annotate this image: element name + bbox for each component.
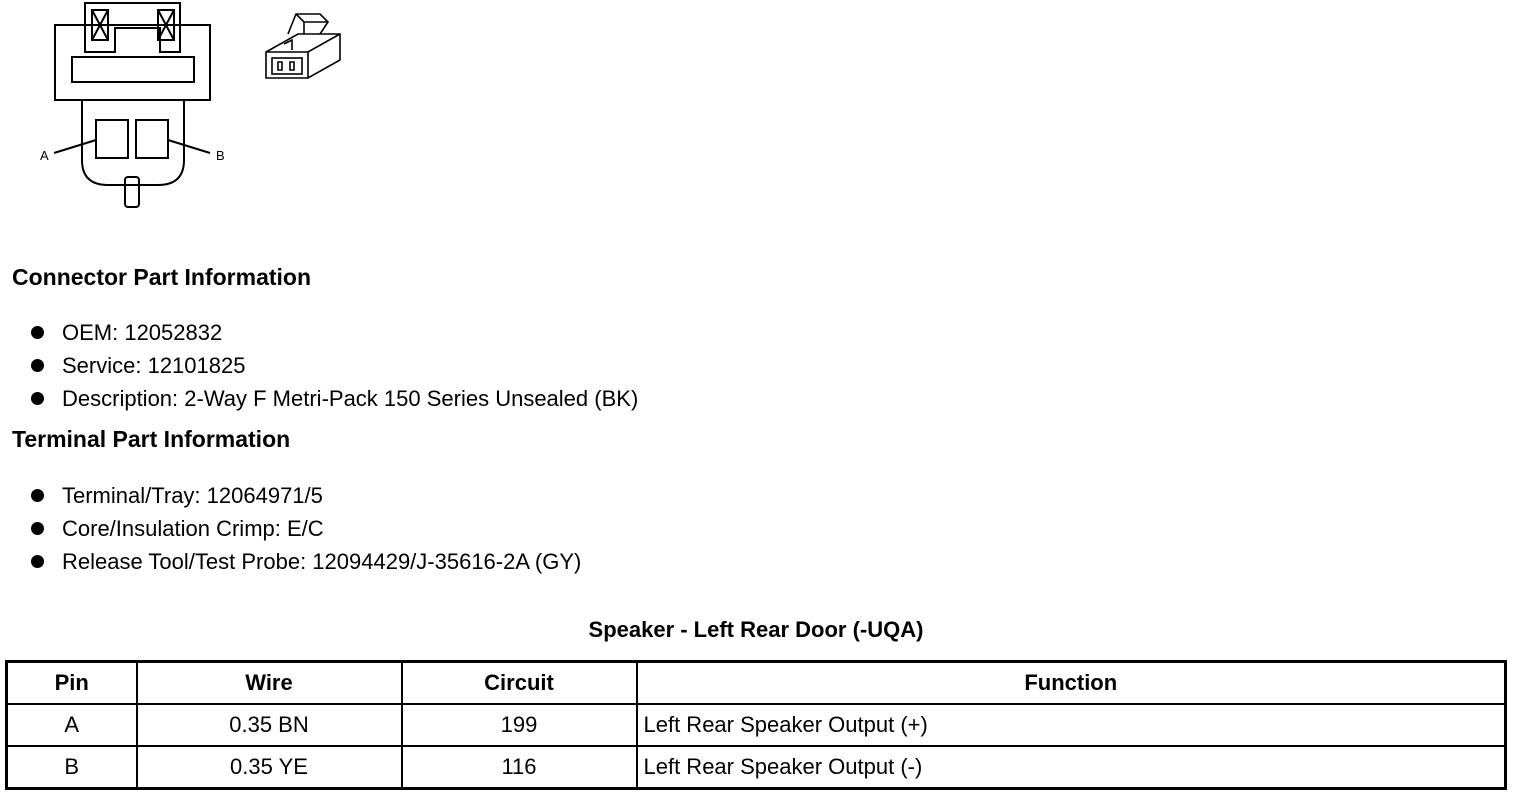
connector-part-info-heading: Connector Part Information	[12, 264, 312, 290]
cell-pin: A	[7, 704, 137, 746]
cell-wire: 0.35 BN	[137, 704, 402, 746]
connector-face-diagram	[30, 0, 240, 220]
cell-circuit: 199	[402, 704, 637, 746]
bullet-icon	[31, 326, 44, 339]
header-function: Function	[637, 662, 1506, 705]
terminal-part-info-heading: Terminal Part Information	[12, 426, 291, 452]
list-item: Release Tool/Test Probe: 12094429/J-35616-2A (GY)	[28, 545, 581, 578]
bullet-icon	[31, 489, 44, 502]
list-item: OEM: 12052832	[28, 316, 638, 349]
list-item: Description: 2-Way F Metri-Pack 150 Series Unsealed (BK)	[28, 382, 638, 415]
table-row	[7, 746, 1506, 789]
bullet-icon	[31, 359, 44, 372]
bullet-icon	[31, 555, 44, 568]
pin-label-b: B	[216, 148, 225, 163]
list-item: Terminal/Tray: 12064971/5	[28, 479, 581, 512]
cell-function: Left Rear Speaker Output (+)	[637, 704, 1506, 746]
header-circuit: Circuit	[402, 662, 637, 705]
cell-wire: 0.35 YE	[137, 746, 402, 789]
cell-pin: B	[7, 746, 137, 789]
list-item: Service: 12101825	[28, 349, 638, 382]
pin-label-a: A	[40, 148, 49, 163]
table-title: Speaker - Left Rear Door (-UQA)	[588, 617, 924, 642]
pin-table	[5, 660, 1507, 790]
table-header-row	[7, 662, 1506, 705]
connector-part-info-list	[28, 316, 638, 415]
bullet-icon	[31, 522, 44, 535]
header-wire: Wire	[137, 662, 402, 705]
terminal-part-info-list	[28, 479, 581, 578]
cell-function: Left Rear Speaker Output (-)	[637, 746, 1506, 789]
bullet-icon	[31, 392, 44, 405]
cell-circuit: 116	[402, 746, 637, 789]
connector-isometric-image	[258, 4, 348, 88]
list-item: Core/Insulation Crimp: E/C	[28, 512, 581, 545]
table-row	[7, 704, 1506, 746]
header-pin: Pin	[7, 662, 137, 705]
